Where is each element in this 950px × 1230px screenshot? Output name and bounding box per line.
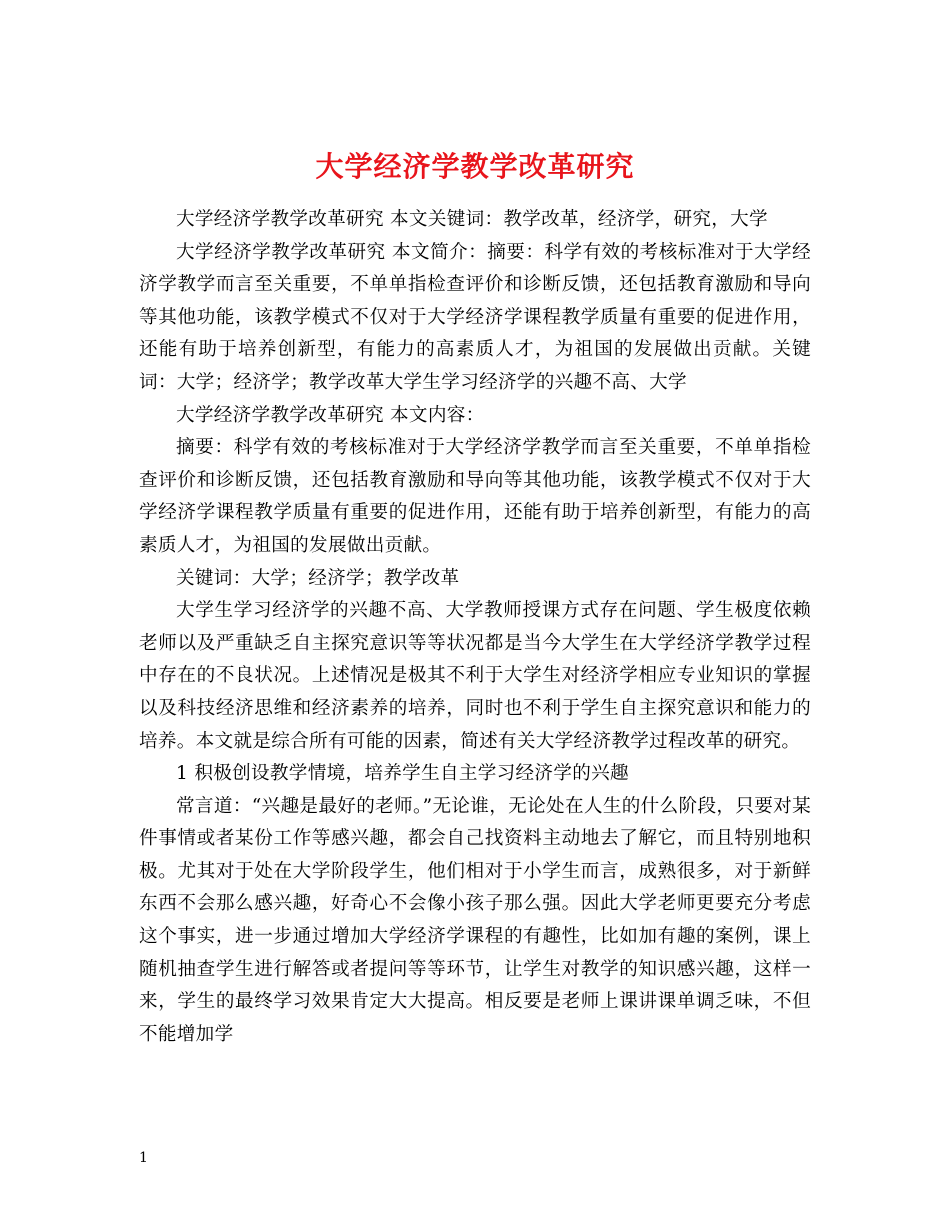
- paragraph-interest: 常言道：“兴趣是最好的老师。”无论谁，无论处在人生的什么阶段，只要对某件事情或者某份工作等感兴趣，都会自己找资料主动地去了解它，而且特别地积极。尤其对于处在大学阶段学生，他们相对于小学生而言，成熟很多，对于新鲜东西不会那么感兴趣，好奇心不会像小孩子那么强。因此大学老师更要充分考虑这个事实，进一步通过增加大学经济学课程的有趣性，比如加有趣的案例，课上随机抽查学生进行解答或者提问等等环节，让学生对教学的知识感兴趣，这样一来，学生的最终学习效果肯定大大提高。相反要是老师上课讲课单调乏味，不但不能增加学: [139, 795, 811, 1045]
- paragraph-keywords: 关键词：大学；经济学；教学改革: [176, 567, 460, 589]
- section-heading-1: 1 积极创设教学情境，培养学生自主学习经济学的兴趣: [176, 763, 629, 785]
- document-body: [139, 204, 811, 1051]
- paragraph-introduction: 大学经济学教学改革研究 本文简介：摘要：科学有效的考核标准对于大学经济学教学而言至关重要，不单单指检查评价和诊断反馈，还包括教育激励和导向等其他功能，该教学模式不仅对于大学经济学课程教学质量有重要的促进作用，还能有助于培养创新型，有能力的高素质人才，为祖国的发展做出贡献。关键词：大学；经济学；教学改革大学生学习经济学的兴趣不高、大学: [139, 241, 811, 393]
- paragraph-problem-statement: 大学生学习经济学的兴趣不高、大学教师授课方式存在问题、学生极度依赖老师以及严重缺乏自主探究意识等等状况都是当今大学生在大学经济学教学过程中存在的不良状况。上述情况是极其不利于大学生对经济学相应专业知识的掌握以及科技经济思维和经济素养的培养，同时也不利于学生自主探究意识和能力的培养。本文就是综合所有可能的因素，简述有关大学经济教学过程改革的研究。: [139, 600, 811, 752]
- paragraph-abstract: 摘要：科学有效的考核标准对于大学经济学教学而言至关重要，不单单指检查评价和诊断反馈，还包括教育激励和导向等其他功能，该教学模式不仅对于大学经济学课程教学质量有重要的促进作用，还能有助于培养创新型，有能力的高素质人才，为祖国的发展做出贡献。: [139, 437, 811, 556]
- paragraph-keywords-summary: 大学经济学教学改革研究 本文关键词：教学改革，经济学，研究，大学: [176, 209, 768, 230]
- paragraph-content-heading: 大学经济学教学改革研究 本文内容：: [176, 404, 485, 426]
- page-number: 1: [139, 1150, 148, 1166]
- document-title: 大学经济学教学改革研究: [315, 149, 635, 183]
